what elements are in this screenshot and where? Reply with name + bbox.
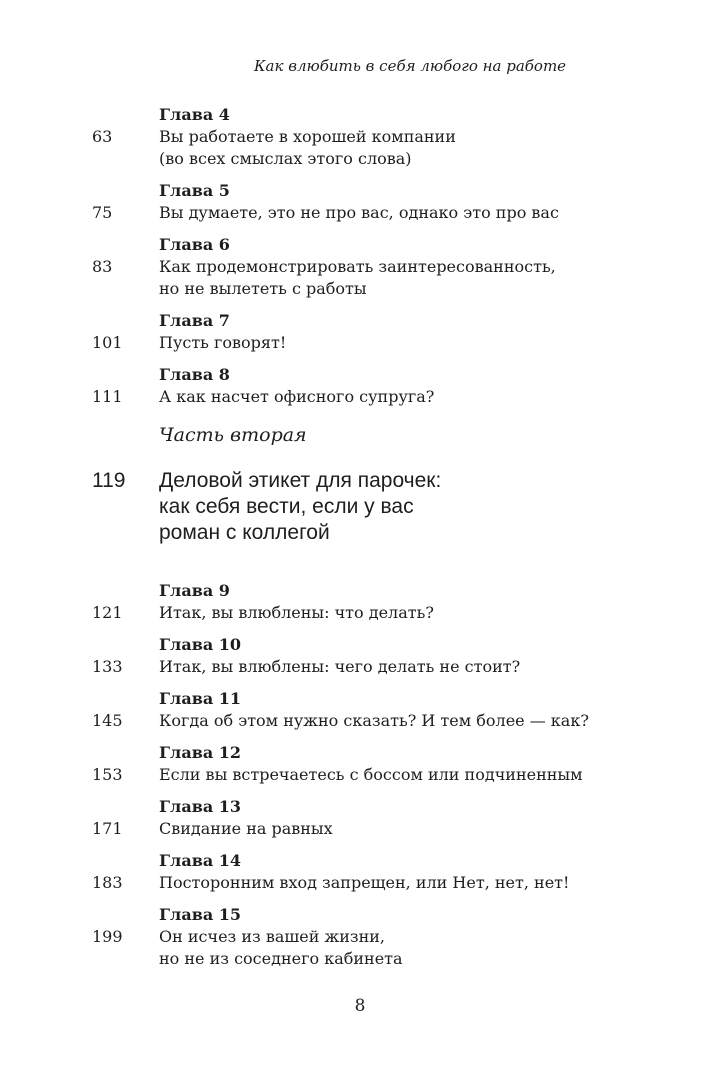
- chapter-title: [159, 602, 720, 624]
- toc-entry: [0, 796, 720, 840]
- page-number: 199: [92, 927, 123, 946]
- title-line: Как продемонстрировать заинтересованность,: [159, 257, 556, 276]
- toc-entry: [0, 850, 720, 894]
- page-number: 171: [92, 819, 123, 838]
- chapter-label: Глава 8: [159, 365, 230, 384]
- toc-entry: [0, 742, 720, 786]
- title-line: (во всех смыслах этого слова): [159, 149, 412, 168]
- title-line: Вы работаете в хорошей компании: [159, 127, 456, 146]
- title-line: Деловой этикет для парочек:: [159, 469, 442, 492]
- chapter-label: Глава 4: [159, 105, 230, 124]
- title-line: Итак, вы влюблены: чего делать не стоит?: [159, 657, 521, 676]
- toc-entry: [0, 310, 720, 354]
- toc-entry: [0, 180, 720, 224]
- part-entry: [0, 468, 720, 546]
- title-line: Посторонним вход запрещен, или Нет, нет, нет!: [159, 873, 570, 892]
- chapter-label: Глава 10: [159, 635, 242, 654]
- title-line: но не вылететь с работы: [159, 279, 367, 298]
- chapter-label: Глава 7: [159, 311, 230, 330]
- chapter-title: [159, 926, 720, 970]
- title-line: Когда об этом нужно сказать? И тем более — как?: [159, 711, 589, 730]
- part-title: [159, 468, 720, 546]
- toc-entry: [0, 104, 720, 170]
- page-number: 145: [92, 711, 123, 730]
- page-number: 75: [92, 203, 113, 222]
- title-line: А как насчет офисного супруга?: [159, 387, 435, 406]
- chapter-label: Глава 11: [159, 689, 242, 708]
- chapter-label: Глава 6: [159, 235, 230, 254]
- page-number: 133: [92, 657, 123, 676]
- title-line: Если вы встречаетесь с боссом или подчиненным: [159, 765, 583, 784]
- part-label: Часть вторая: [159, 424, 307, 446]
- chapter-title: [159, 710, 720, 732]
- toc-entry: [0, 634, 720, 678]
- toc-entry: [0, 364, 720, 408]
- chapter-title: [159, 386, 720, 408]
- title-line: Он исчез из вашей жизни,: [159, 927, 385, 946]
- page-number: 121: [92, 603, 123, 622]
- chapter-title: [159, 332, 720, 354]
- chapter-title: [159, 872, 720, 894]
- page-number: 83: [92, 257, 113, 276]
- toc-entry: [0, 234, 720, 300]
- chapter-title: [159, 126, 720, 170]
- chapter-label: Глава 9: [159, 581, 230, 600]
- chapter-label: Глава 15: [159, 905, 242, 924]
- page-number: 63: [92, 127, 113, 146]
- chapter-title: [159, 656, 720, 678]
- title-line: как себя вести, если у вас: [159, 495, 414, 518]
- running-head: Как влюбить в себя любого на работе: [253, 57, 567, 75]
- chapter-title: [159, 256, 720, 300]
- chapter-label: Глава 5: [159, 181, 230, 200]
- title-line: Пусть говорят!: [159, 333, 287, 352]
- chapter-label: Глава 14: [159, 851, 242, 870]
- chapter-label: Глава 13: [159, 797, 242, 816]
- title-line: Вы думаете, это не про вас, однако это про вас: [159, 203, 559, 222]
- part-page-number: 119: [92, 469, 126, 492]
- title-line: но не из соседнего кабинета: [159, 949, 403, 968]
- title-line: Итак, вы влюблены: что делать?: [159, 603, 434, 622]
- title-line: Свидание на равных: [159, 819, 333, 838]
- toc-entry: [0, 688, 720, 732]
- chapter-title: [159, 202, 720, 224]
- table-of-contents: [0, 104, 720, 980]
- toc-entry: [0, 904, 720, 970]
- chapter-title: [159, 818, 720, 840]
- page-number: 153: [92, 765, 123, 784]
- title-line: роман с коллегой: [159, 521, 330, 544]
- toc-entry: [0, 580, 720, 624]
- page-folio: 8: [354, 996, 366, 1016]
- chapter-label: Глава 12: [159, 743, 242, 762]
- page-number: 183: [92, 873, 123, 892]
- page-number: 101: [92, 333, 123, 352]
- chapter-title: [159, 764, 720, 786]
- page-number: 111: [92, 387, 123, 406]
